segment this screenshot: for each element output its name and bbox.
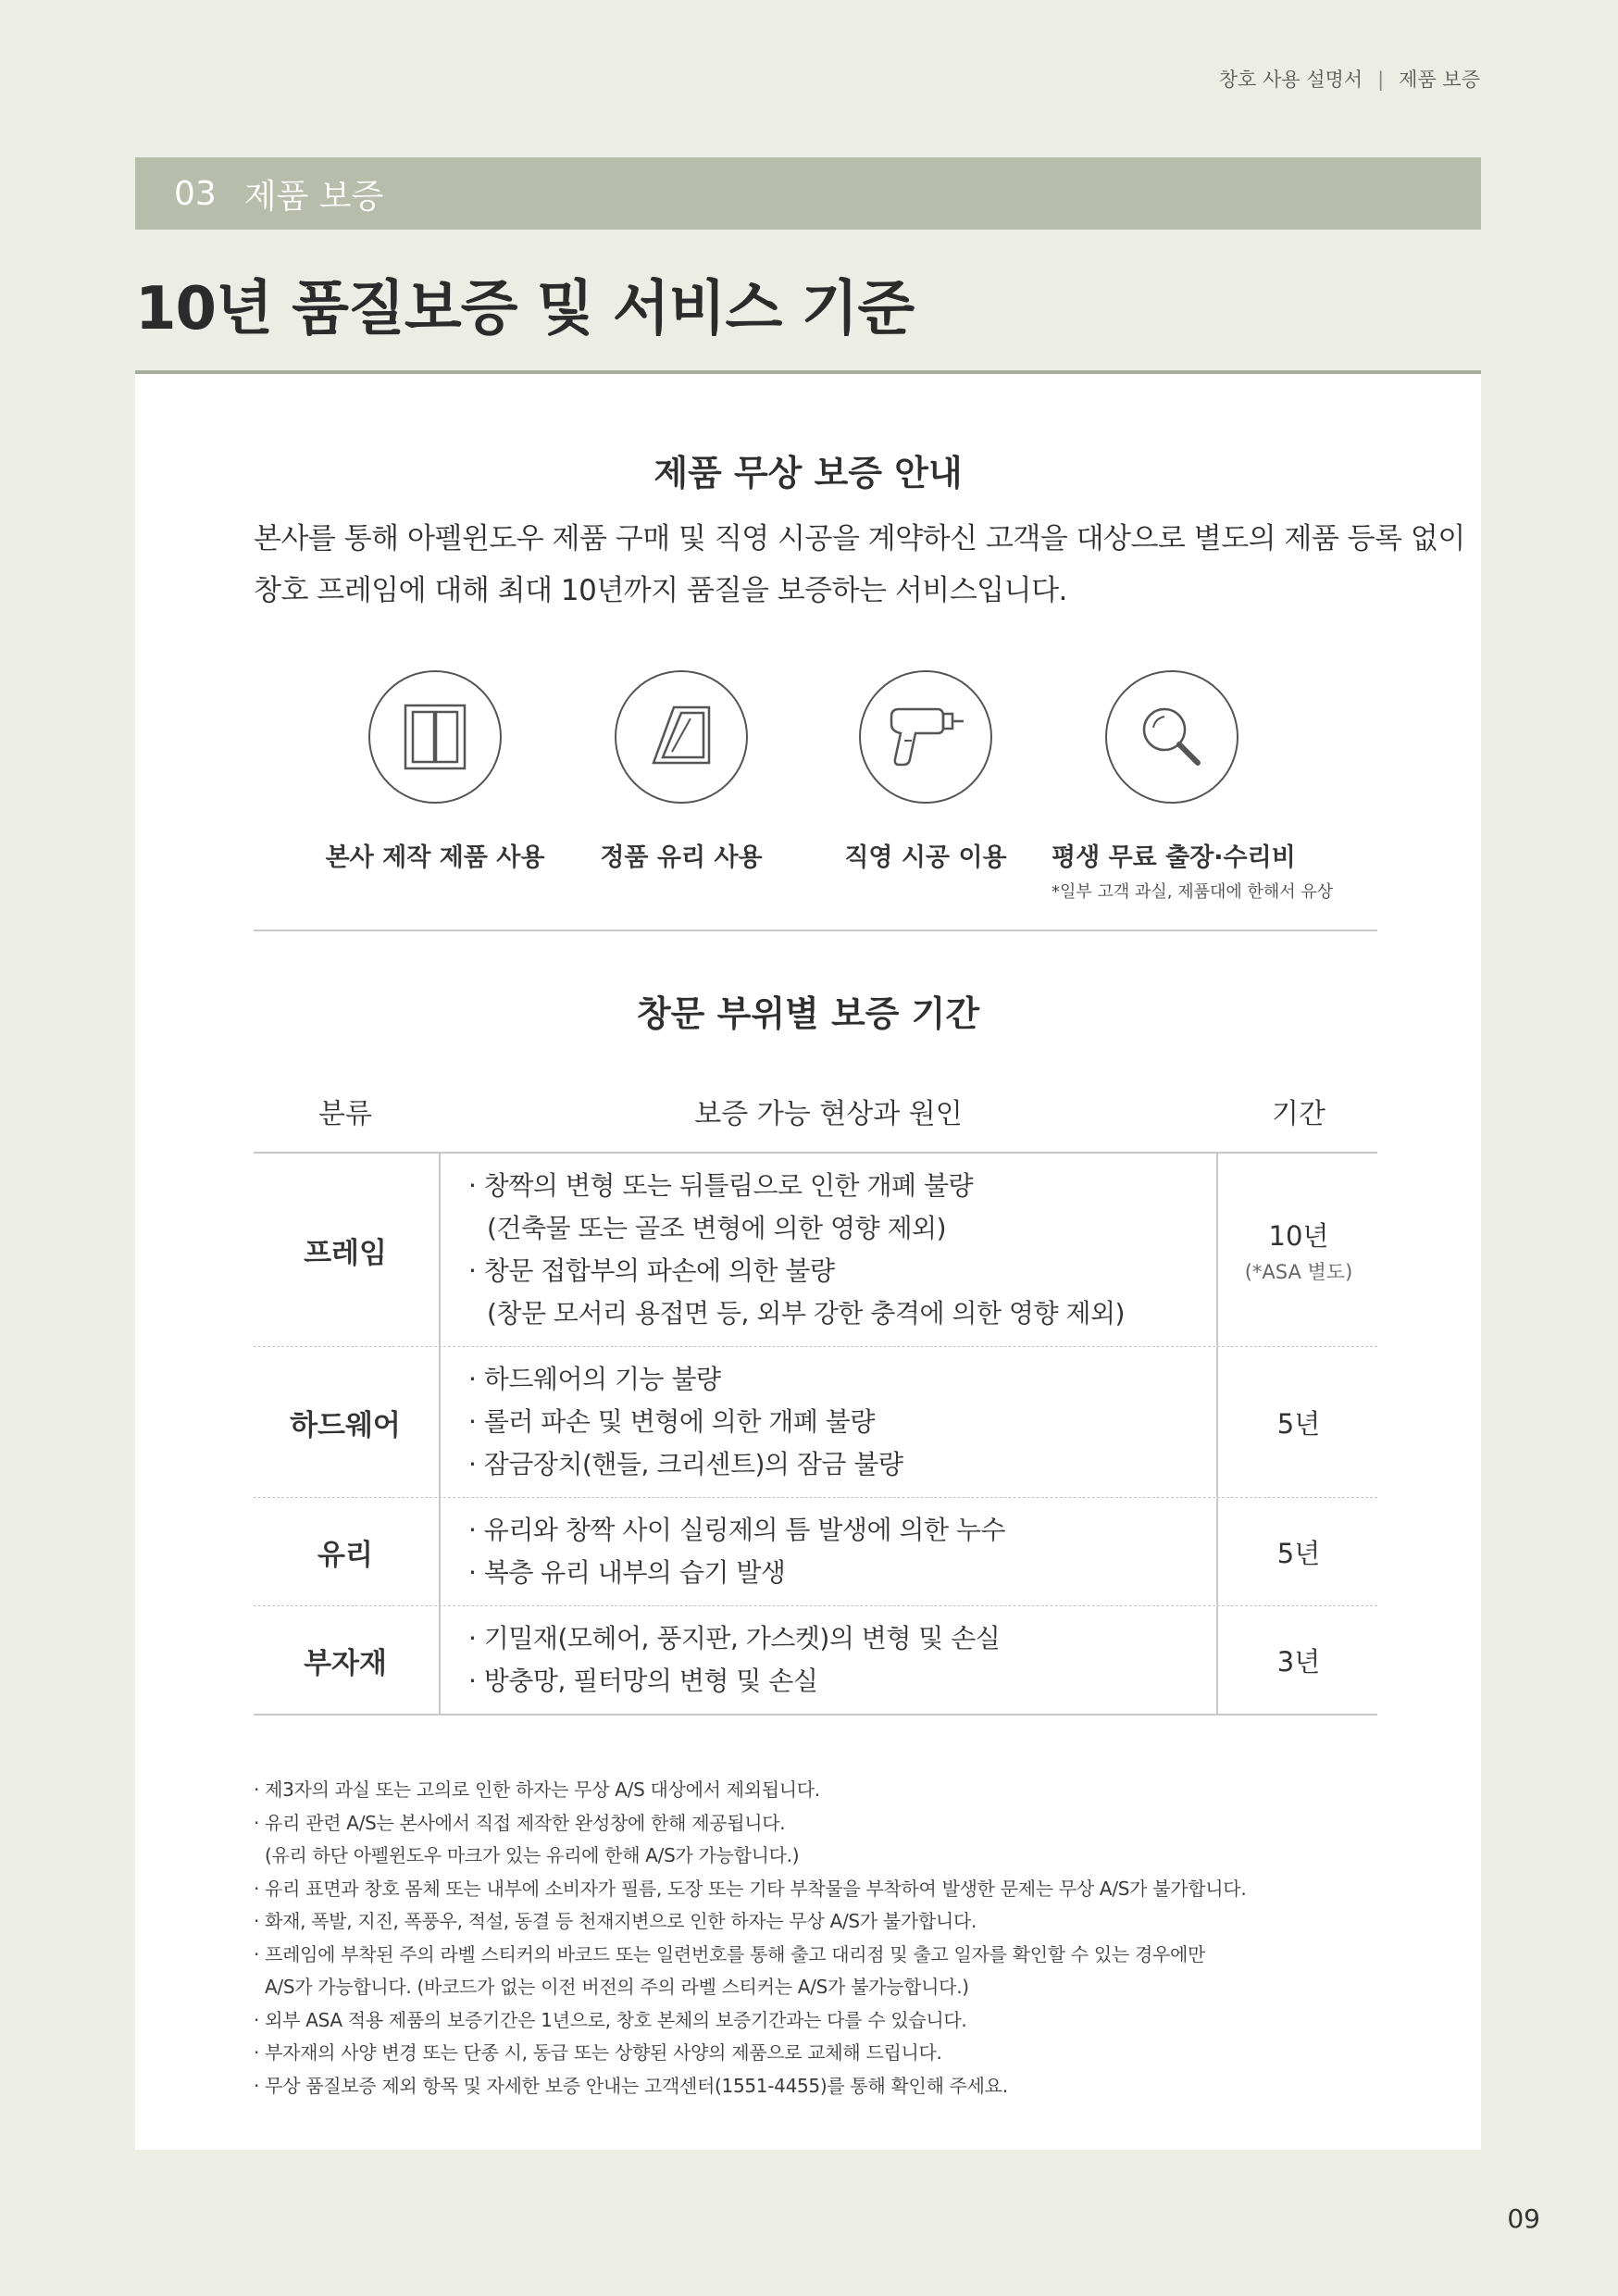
description-line: · 하드웨어의 기능 불량: [468, 1364, 721, 1394]
row-description: [439, 1347, 1218, 1497]
header-description: 보증 가능 현상과 원인: [694, 1098, 963, 1130]
row-description: [439, 1154, 1218, 1346]
description-line: · 창문 접합부의 파손에 의한 불량: [468, 1255, 835, 1286]
footnote: · 부자재의 사양 변경 또는 단종 시, 동급 또는 상향된 사양의 제품으로 교체해 드립니다.: [254, 2041, 942, 2064]
intro-line: 창호 프레임에 대해 최대 10년까지 품질을 보증하는 서비스입니다.: [254, 574, 1067, 607]
footnote: · 외부 ASA 적용 제품의 보증기간은 1년으로, 창호 본체의 보증기간과는 다를 수 있습니다.: [254, 2008, 967, 2031]
period-value: 3년: [1276, 1645, 1321, 1678]
content-panel: [135, 374, 1481, 2150]
description-line: · 기밀재(모헤어, 풍지판, 가스켓)의 변형 및 손실: [468, 1623, 1001, 1653]
window-frame-icon: [368, 670, 502, 804]
feature-note: *일부 고객 과실, 제품대에 한해서 유상: [1052, 882, 1334, 902]
footnote: (유리 하단 아펠윈도우 마크가 있는 유리에 한해 A/S가 가능합니다.): [265, 1844, 800, 1866]
table-row-hardware: [254, 1347, 1377, 1498]
running-header: [1219, 65, 1480, 93]
row-category: 하드웨어: [290, 1408, 401, 1442]
row-period: [1220, 1347, 1377, 1497]
description-line: · 복층 유리 내부의 습기 발생: [468, 1557, 786, 1588]
doc-title: 창호 사용 설명서: [1218, 69, 1363, 91]
description-line: · 방충망, 필터망의 변형 및 손실: [468, 1666, 818, 1696]
header-separator: |: [1377, 69, 1385, 91]
footnote: · 화재, 폭발, 지진, 폭풍우, 적설, 동결 등 천재지변으로 인한 하자는 무상 A/S가 불가합니다.: [254, 1910, 977, 1932]
feature-label: 본사 제작 제품 사용: [325, 843, 545, 872]
row-description: [439, 1606, 1218, 1714]
row-period: [1220, 1498, 1377, 1605]
intro-line: 본사를 통해 아펠윈도우 제품 구매 및 직영 시공을 계약하신 고객을 대상으로 별도의 제품 등록 없이: [254, 522, 1465, 555]
table-row-frame: [254, 1154, 1377, 1347]
footnote: A/S가 가능합니다. (바코드가 없는 이전 버전의 주의 라벨 스티커는 A/S가 불가능합니다.): [265, 1976, 969, 1998]
warranty-period-table: [254, 1067, 1377, 1716]
period-value: 10년: [1268, 1219, 1329, 1252]
glass-pane-icon: [615, 670, 748, 804]
table-row-glass: [254, 1498, 1377, 1606]
row-category: 부자재: [304, 1646, 387, 1680]
footnote: · 제3자의 과실 또는 고의로 인한 하자는 무상 A/S 대상에서 제외됩니다.: [254, 1778, 820, 1801]
row-category: 프레임: [304, 1236, 387, 1270]
footnote: · 유리 표면과 창호 몸체 또는 내부에 소비자가 필름, 도장 또는 기타 부착물을 부착하여 발생한 문제는 무상 A/S가 불가합니다.: [254, 1877, 1247, 1900]
period-value: 5년: [1276, 1407, 1321, 1440]
description-line: · 유리와 창짝 사이 실링제의 틈 발생에 의한 누수: [468, 1515, 1006, 1545]
row-period: [1220, 1154, 1377, 1346]
footnotes: [254, 1774, 1420, 2103]
magnifier-icon: [1105, 670, 1238, 804]
feature-free-service: [1052, 670, 1334, 903]
feature-label: 평생 무료 출장·수리비: [1052, 843, 1296, 872]
row-description: [439, 1498, 1218, 1605]
footnote: · 무상 품질보증 제외 항목 및 자세한 보증 안내는 고객센터(1551-4455)를 통해 확인해 주세요.: [254, 2074, 1008, 2097]
section-bar: [135, 157, 1481, 230]
footnote: · 유리 관련 A/S는 본사에서 직접 제작한 완성창에 한해 제공됩니다.: [254, 1811, 786, 1834]
description-line: (건축물 또는 골조 변형에 의한 영향 제외): [487, 1213, 947, 1243]
description-line: · 잠금장치(핸들, 크리센트)의 잠금 불량: [468, 1449, 903, 1479]
row-period: [1220, 1606, 1377, 1714]
intro-paragraph: [254, 513, 1465, 617]
description-line: (창문 모서리 용접면 등, 외부 강한 충격에 의한 영향 제외): [487, 1298, 1125, 1329]
header-category: 분류: [318, 1098, 372, 1130]
description-line: · 창짝의 변형 또는 뒤틀림으로 인한 개폐 불량: [468, 1170, 974, 1201]
table-row-subsidiary: [254, 1606, 1377, 1716]
feature-label: 직영 시공 이용: [844, 843, 1007, 872]
period-table-heading: 창문 부위별 보증 기간: [636, 993, 980, 1034]
period-value: 5년: [1276, 1537, 1321, 1569]
feature-direct-install: [805, 670, 1046, 873]
page-title: 10년 품질보증 및 서비스 기준: [135, 275, 915, 343]
feature-label: 정품 유리 사용: [600, 843, 763, 872]
header-section-name: 제품 보증: [1399, 69, 1480, 91]
header-period: 기간: [1272, 1098, 1326, 1130]
footnote: · 프레임에 부착된 주의 라벨 스티커의 바코드 또는 일련번호를 통해 출고 대리점 및 출고 일자를 확인할 수 있는 경우에만: [254, 1942, 1206, 1965]
section-title: 제품 보증: [243, 177, 384, 216]
free-warranty-heading: 제품 무상 보증 안내: [653, 453, 963, 493]
drill-icon: [859, 670, 992, 804]
feature-hq-product: [315, 670, 555, 873]
feature-genuine-glass: [561, 670, 802, 873]
page-number: 09: [1507, 2203, 1540, 2234]
period-note: (*ASA 별도): [1244, 1260, 1353, 1283]
section-number: 03: [174, 174, 217, 213]
table-header-row: [254, 1067, 1377, 1154]
description-line: · 롤러 파손 및 변형에 의한 개폐 불량: [468, 1406, 875, 1437]
row-category: 유리: [317, 1538, 373, 1572]
section-divider: [254, 930, 1377, 931]
